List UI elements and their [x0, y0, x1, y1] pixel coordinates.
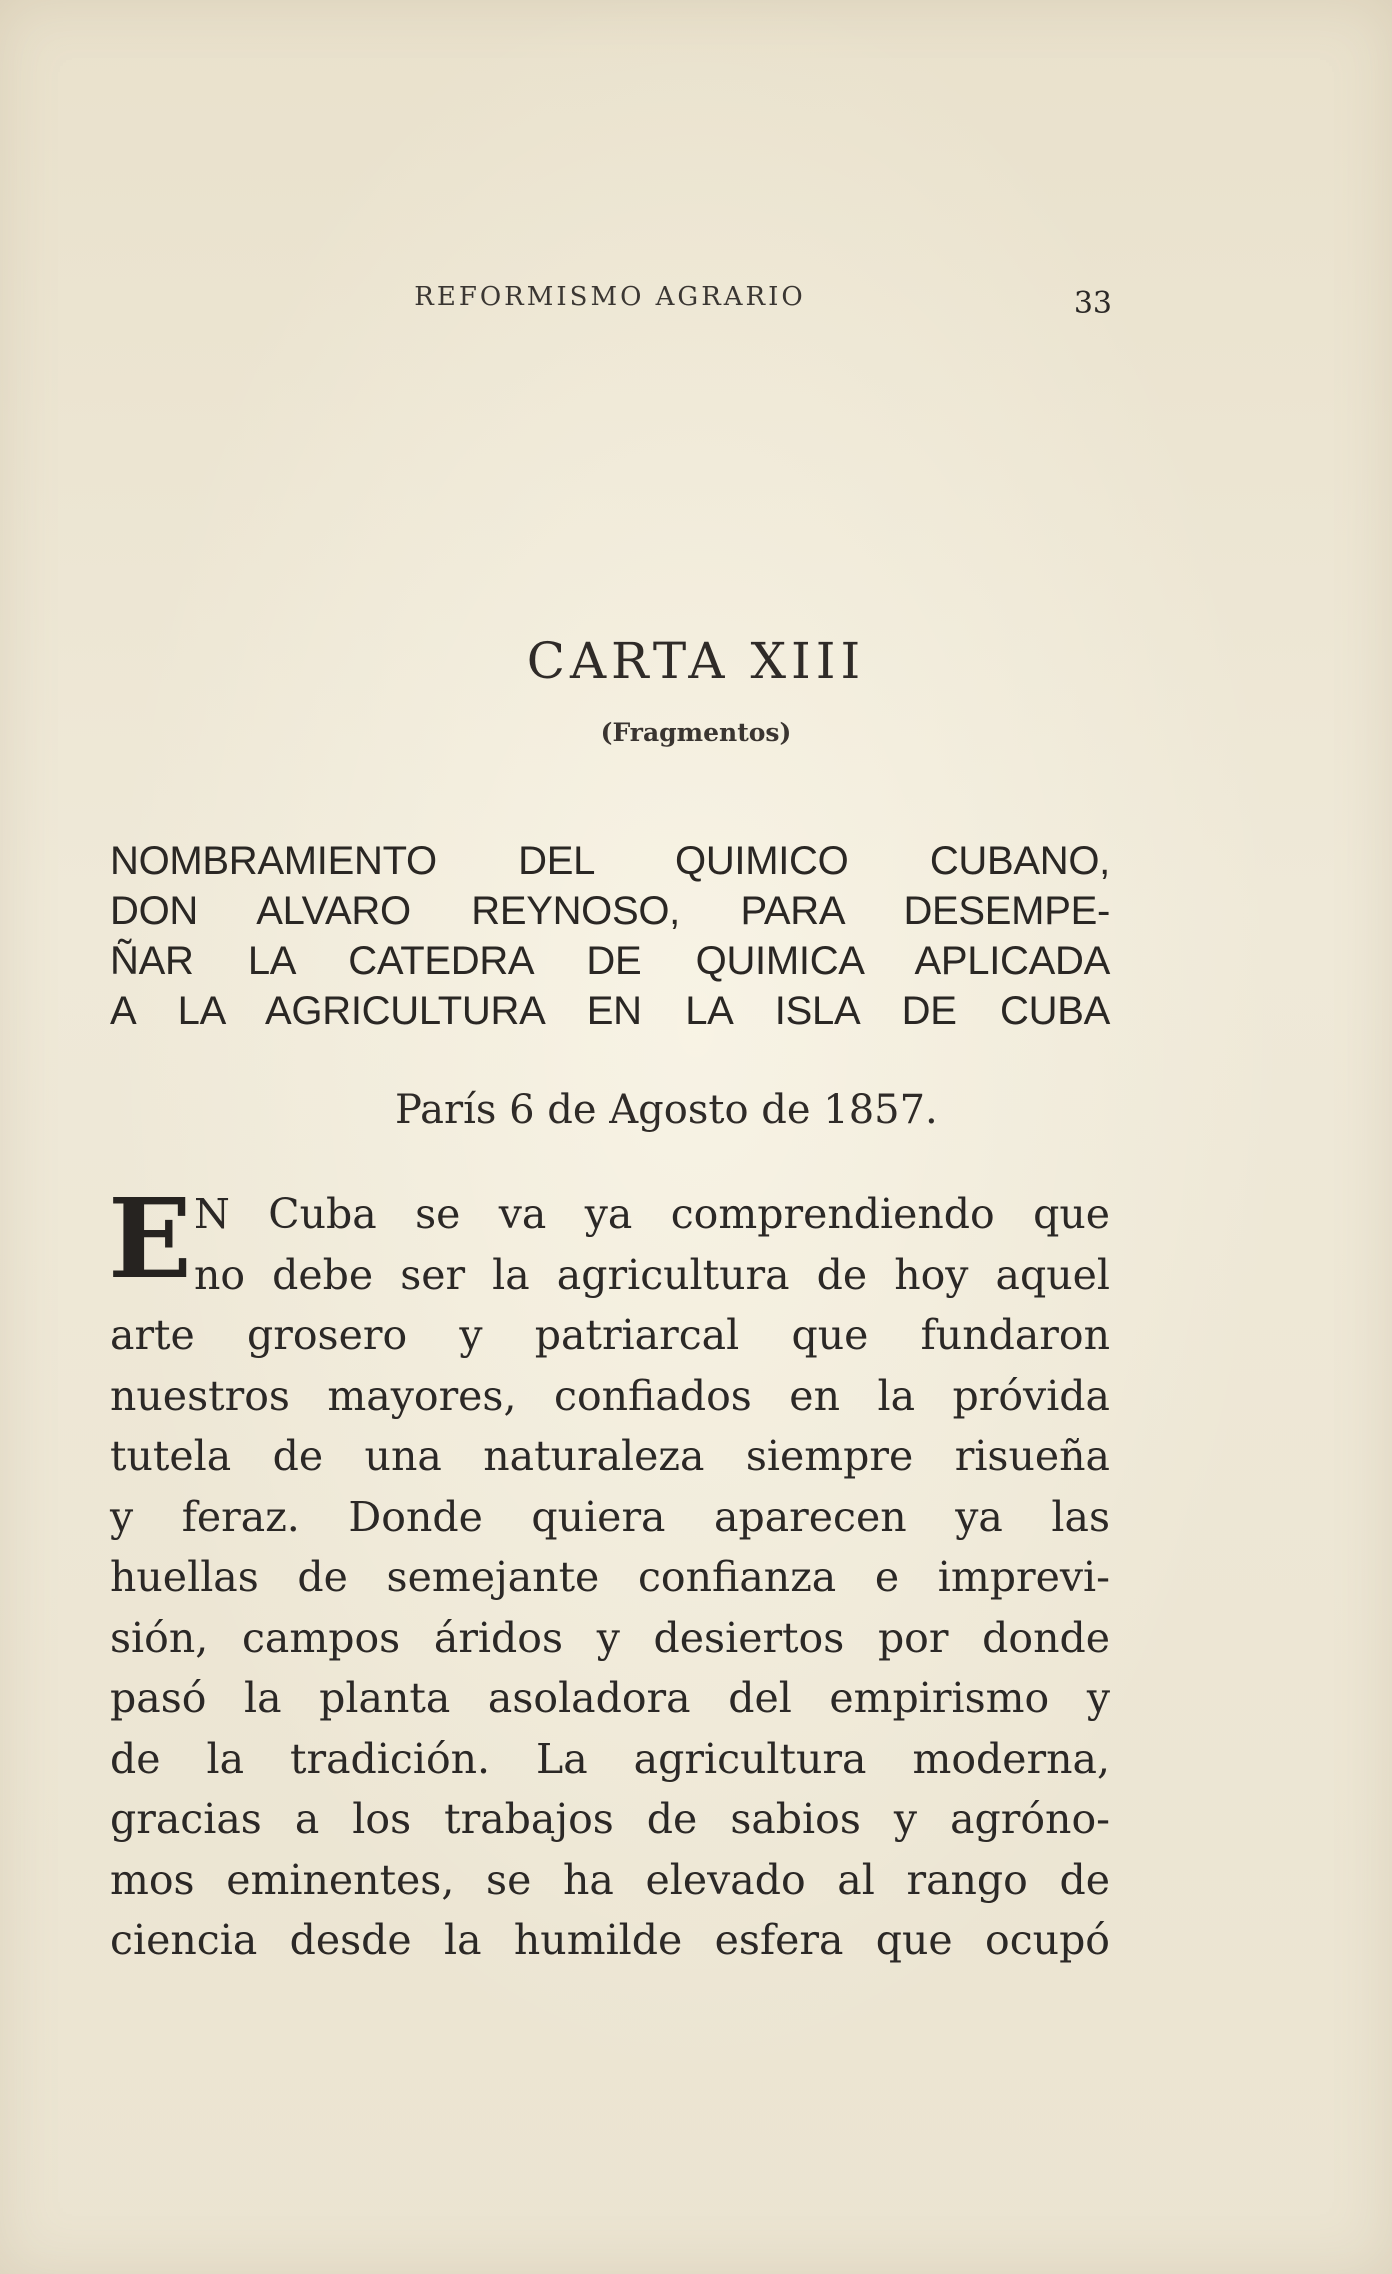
running-title: REFORMISMO AGRARIO — [414, 282, 806, 312]
body-line: pasó la planta asoladora del empirismo y — [110, 1674, 1110, 1722]
letter-heading — [110, 836, 1110, 1036]
page-header — [110, 282, 1110, 332]
body-line: nuestros mayores, confiados en la próvida — [110, 1371, 1110, 1420]
body-line: huellas de semejante confianza e imprevi- — [110, 1553, 1110, 1601]
body-line: N Cuba se va ya comprendiendo que — [194, 1190, 1110, 1238]
drop-cap: E — [108, 1174, 192, 1303]
heading-line: DON ALVARO REYNOSO, PARA DESEMPE- — [110, 889, 1110, 933]
body-line: mos eminentes, se ha elevado al rango de — [110, 1855, 1110, 1904]
body-line: arte grosero y patriarcal que fundaron — [110, 1311, 1110, 1359]
dateline: París 6 de Agosto de 1857. — [395, 1087, 938, 1133]
body-line: gracias a los trabajos de sabios y agróno- — [110, 1795, 1110, 1843]
body-text — [108, 1174, 1110, 1971]
chapter-title: CARTA XIII — [526, 632, 866, 690]
body-line: tutela de una naturaleza siempre risueña — [110, 1432, 1110, 1480]
chapter-subtitle: (Fragmentos) — [600, 718, 792, 747]
body-line: no debe ser la agricultura de hoy aquel — [194, 1250, 1110, 1299]
body-line: de la tradición. La agricultura moderna, — [110, 1734, 1110, 1783]
page-number: 33 — [1073, 286, 1112, 321]
body-line: sión, campos áridos y desiertos por donde — [110, 1613, 1110, 1662]
heading-line: ÑAR LA CATEDRA DE QUIMICA APLICADA — [110, 939, 1110, 983]
heading-line: A LA AGRICULTURA EN LA ISLA DE CUBA — [110, 989, 1110, 1033]
body-line: ciencia desde la humilde esfera que ocupó — [110, 1916, 1110, 1964]
heading-line: NOMBRAMIENTO DEL QUIMICO CUBANO, — [110, 839, 1110, 883]
body-line: y feraz. Donde quiera aparecen ya las — [110, 1492, 1110, 1541]
